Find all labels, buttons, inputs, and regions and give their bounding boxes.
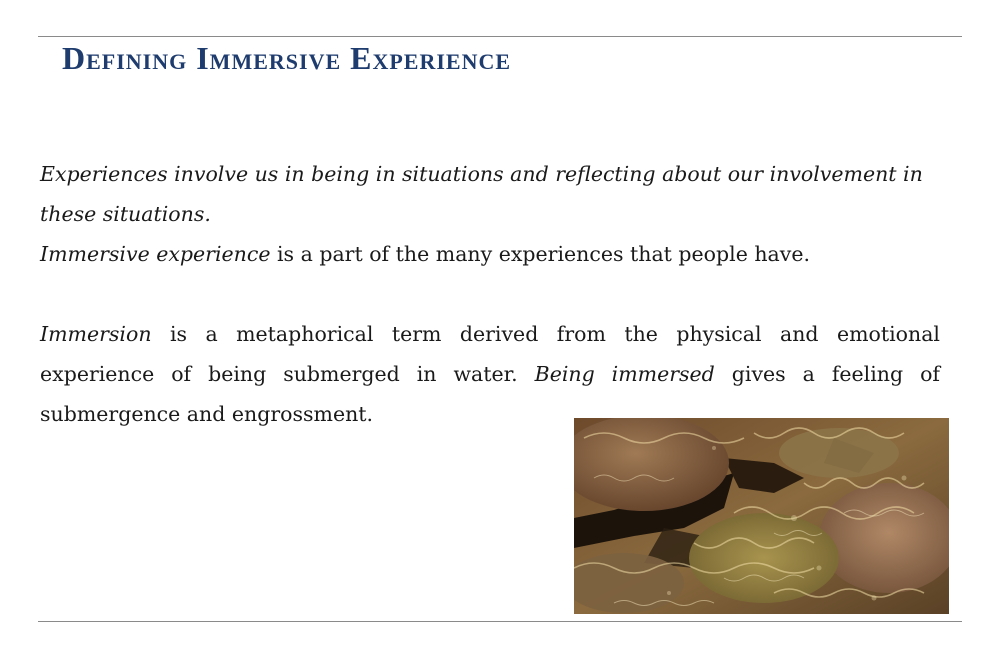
experiences-definition: Experiences involve us in being in situations and reflecting about our involvement in these situations. [40, 162, 923, 226]
paragraph-experiences [40, 154, 940, 234]
paragraph-immersive-experience [40, 234, 940, 274]
slide-title: Defining Immersive Experience [62, 40, 512, 76]
term-immersion: Immersion [40, 322, 152, 346]
term-being-immersed: Being immersed [534, 362, 715, 386]
being-immersed-text: gives a feeling of submergence and engrossment. [40, 362, 940, 426]
immersion-text: is a metaphorical term derived from the physical and emotional experience of being submerged in water. [40, 322, 940, 386]
water-over-stones-photo [574, 418, 949, 614]
bottom-rule [38, 621, 962, 622]
immersive-experience-text: is a part of the many experiences that people have. [270, 242, 810, 266]
top-rule [38, 36, 962, 37]
term-immersive-experience: Immersive experience [40, 242, 271, 266]
paragraph-immersion [40, 314, 940, 434]
